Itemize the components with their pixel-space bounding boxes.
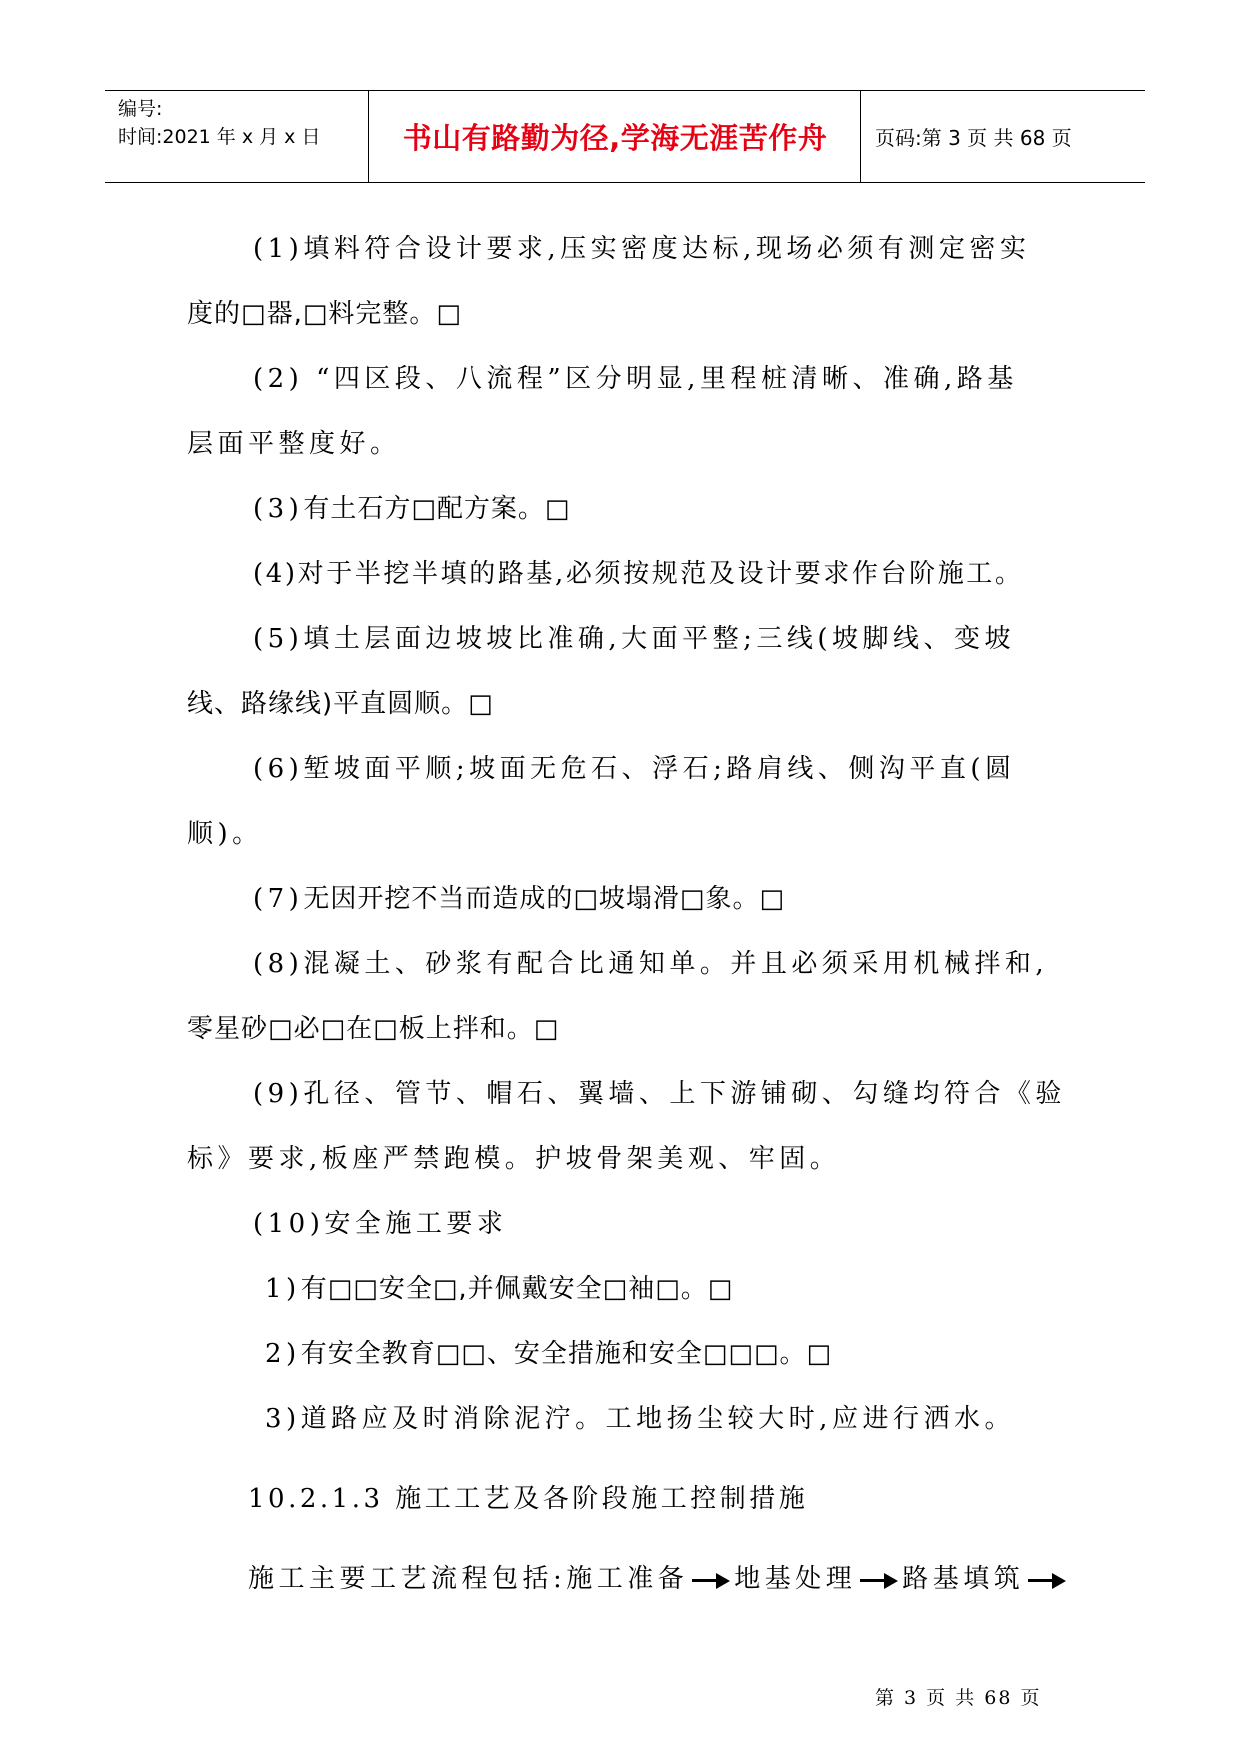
paragraph-4-line-1: (4)对于半挖半填的路基,必须按规范及设计要求作台阶施工。 [253, 559, 1024, 589]
paragraph-5-line-2: 线、路缘线)平直圆顺。□ [187, 689, 494, 719]
paragraph-5-line-1: (5)填土层面边坡坡比准确,大面平整;三线(坡脚线、变坡 [253, 624, 1015, 654]
safety-item-2-text: 有安全教育□□、安全措施和安全□□□。□ [300, 1339, 833, 1369]
paragraph-9-line-2: 标》要求,板座严禁跑模。护坡骨架美观、牢固。 [187, 1144, 841, 1174]
paragraph-2-line-2: 层面平整度好。 [187, 429, 401, 459]
safety-item-3: 3)道路应及时消除泥泞。工地扬尘较大时,应进行洒水。 [265, 1404, 1015, 1434]
paragraph-10-heading: (10)安全施工要求 [253, 1209, 508, 1239]
paragraph-1-line-2: 度的□器,□料完整。□ [187, 299, 462, 329]
time-label: 时间:2021 年 x 月 x 日 [118, 126, 321, 148]
paragraph-3-number: (3) [253, 494, 304, 524]
header-page-number: 页码:第 3 页 共 68 页 [875, 125, 1072, 150]
paragraph-6-line-1: (6)堑坡面平顺;坡面无危石、浮石;路肩线、侧沟平直(圆 [253, 754, 1016, 784]
paragraph-1-line-1: (1)填料符合设计要求,压实密度达标,现场必须有测定密实 [253, 234, 1031, 264]
paragraph-9-line-1: (9)孔径、管节、帽石、翼墙、上下游铺砌、勾缝均符合《验 [253, 1079, 1066, 1109]
safety-item-2-number: 2) [265, 1339, 301, 1369]
number-label: 编号: [118, 98, 163, 120]
process-flow-line [248, 1558, 1070, 1595]
paragraph-3 [253, 488, 570, 525]
paragraph-7-text: 无因开挖不当而造成的□坡塌滑□象。□ [303, 884, 786, 914]
right-arrow-icon [692, 1567, 730, 1593]
paragraph-2-line-1: (2) “四区段、八流程”区分明显,里程桩清晰、准确,路基 [253, 364, 1018, 394]
safety-item-1-number: 1) [265, 1274, 301, 1304]
right-arrow-icon [1028, 1567, 1066, 1593]
paragraph-3-text: 有土石方□配方案。□ [303, 494, 571, 524]
process-step-foundation: 地基处理 [734, 1564, 857, 1594]
header-meta [118, 95, 320, 151]
safety-item-1 [265, 1268, 733, 1305]
process-step-embankment: 路基填筑 [902, 1564, 1025, 1594]
header-divider-right [860, 91, 861, 182]
process-flow-intro: 施工主要工艺流程包括:施工准备 [248, 1564, 689, 1594]
paragraph-6-line-2: 顺)。 [187, 819, 263, 849]
safety-item-2 [265, 1333, 832, 1370]
paragraph-7 [253, 878, 785, 915]
safety-item-1-text: 有□□安全□,并佩戴安全□袖□。□ [300, 1274, 734, 1304]
section-heading: 10.2.1.3 施工工艺及各阶段施工控制措施 [248, 1484, 809, 1514]
paragraph-8-line-1: (8)混凝土、砂浆有配合比通知单。并且必须采用机械拌和, [253, 949, 1049, 979]
paragraph-7-number: (7) [253, 884, 304, 914]
page-header [105, 90, 1145, 183]
page-footer: 第 3 页 共 68 页 [875, 1687, 1042, 1709]
header-divider-left [368, 91, 369, 182]
right-arrow-icon [860, 1567, 898, 1593]
header-motto: 书山有路勤为径,学海无涯苦作舟 [402, 120, 828, 155]
paragraph-8-line-2: 零星砂□必□在□板上拌和。□ [187, 1014, 560, 1044]
